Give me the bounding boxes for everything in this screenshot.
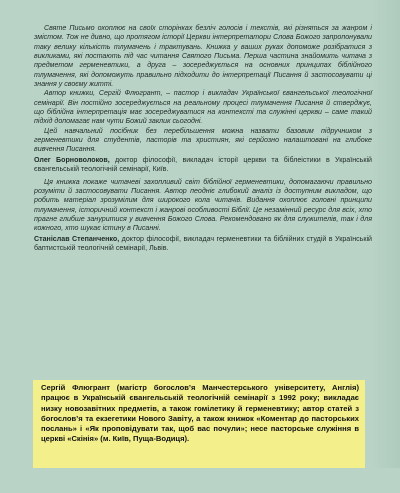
reviewer-credentials-2: доктор філософії, викладач герменевтики та біблійних студій в Українській баптистській теологічній семінарії, Львів. <box>34 234 372 252</box>
edge-strip <box>372 0 400 493</box>
review-signature-2 <box>34 235 372 254</box>
author-bio-box <box>33 380 365 468</box>
reviews-section <box>34 24 372 253</box>
bottom-margin <box>0 468 400 493</box>
reviewer-credentials-1: доктор філософії, викладач історії церкви та біблеістики в Українській євангельській теологічній семінарії, Київ. <box>34 155 372 174</box>
review-paragraph-2: Автор книжки, Сергій Флюгрант, – пастор і викладач Української євангельської теологічної семінарії. Він постійно зосереджується на реальному процесі тлумачення Писання й стверджує, що біблійна інтерпретація має зосереджуватися на контексті та служінні церкви – саме такий підхід допомагає нам чути Божий заклик сьогодні. <box>34 89 372 126</box>
author-bio-text: Сергій Флюгрант (магістр богослов’я Манчестерського університету, Англія) працює в Українській євангельській теологічній семінарії з 1992 року; викладає низку новозавітних предметів, а також гомілетику й герменевтику; автор статей з богослов’я та екзегетики Нового Завіту, а також книжок «Коментар до пасторських послань» і «Як проповідувати так, щоб вас почули»; несе пасторське служіння в церкві «Скінія» (м. Київ, Пуща-Водиця). <box>41 383 359 444</box>
review-paragraph-3: Цей навчальний посібник без перебільшення можна назвати базовим підручником з герменевтики для студентів, пасторів та християн, які серйозно налаштовані на глибоке вивчення Писання. <box>34 126 372 154</box>
review-paragraph-4: Ця книжка покаже читачеві захопливий світ біблійної герменевтики, допомагаючи правильно розуміти й застосовувати Писання. Автор пеодніє глибокий аналіз із доступним викладом, що робить матеріал зрозумілим для широкого кола читачів. Видання охоплює головні принципи тлумачення, історичний контекст і жанрові особливості Біблії. Це незамінний ресурс для всіх, хто прагне глибше зануритися у вивчення Божого Слова. Рекомендовано як для служителів, так і для кожного, хто шукає істину в Писанні. <box>34 177 372 233</box>
reviewer-name-2: Станіслав Степанченко, <box>34 234 120 243</box>
reviewer-name-1: Олег Борноволоков, <box>34 155 110 164</box>
review-signature-1 <box>34 156 372 175</box>
review-paragraph-1: Святе Письмо охоплює на своїх сторінках безліч голосів і текстів, які різняться за жанром і змістом. Тож не дивно, що протягом історії Церкви інтерпретатори Слова Божого запропонували таку велику кількість тлумачень і трактувань. Книжка у ваших руках допоможе розібратися з викликами, які постають під час читання Святого Письма. Перша частина знайомить читача з предметом герменевтики, а друга – зосереджується на основних принципах біблійного тлумачення, які допоможуть правильно підходити до інтерпретації Писання й застосовувати ці знання у своєму житті. <box>34 24 372 89</box>
